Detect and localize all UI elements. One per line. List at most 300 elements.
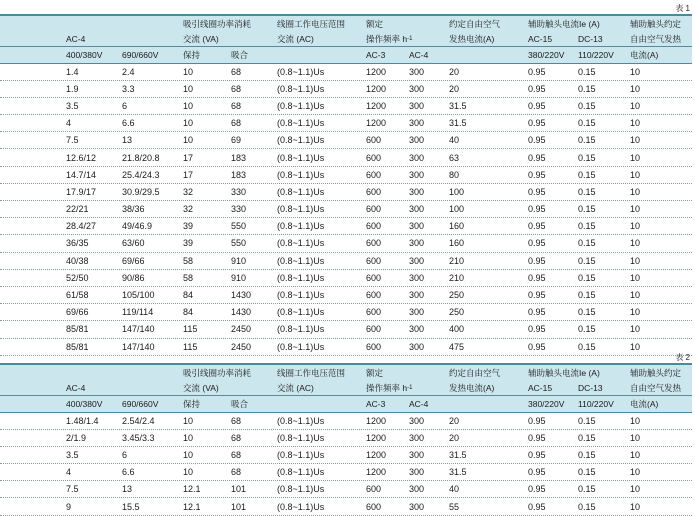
cell-ac4-690v: 13 bbox=[122, 484, 133, 495]
cell-ac4-400v: 4 bbox=[66, 467, 72, 478]
table-row bbox=[0, 64, 692, 81]
cell-ac4-400v: 4 bbox=[66, 118, 72, 129]
cell-coil-range: (0.8~1.1)Us bbox=[277, 152, 325, 163]
hdr-dc13: DC-13 bbox=[578, 33, 603, 44]
cell-hold-va: 10 bbox=[183, 100, 194, 111]
cell-hold-va: 32 bbox=[183, 186, 194, 197]
cell-hold-va: 58 bbox=[183, 272, 194, 283]
cell-pull-va: 330 bbox=[231, 204, 247, 215]
cell-hold-va: 58 bbox=[183, 255, 194, 266]
cell-aux-free-current: 10 bbox=[630, 100, 641, 111]
table-row bbox=[0, 184, 692, 201]
cell-hold-va: 115 bbox=[183, 341, 198, 352]
table-row bbox=[0, 304, 692, 321]
cell-aux-free-current: 10 bbox=[630, 290, 641, 301]
cell-coil-range: (0.8~1.1)Us bbox=[277, 415, 325, 426]
cell-ac3-freq: 600 bbox=[366, 204, 382, 215]
cell-ac3-freq: 600 bbox=[366, 272, 382, 283]
cell-pull-va: 330 bbox=[231, 186, 247, 197]
cell-ac4-690v: 105/100 bbox=[122, 290, 155, 301]
cell-ac4-freq: 300 bbox=[409, 341, 425, 352]
hdr-ac-va: 交流 (VA) bbox=[183, 33, 219, 44]
cell-ac15-current: 0.95 bbox=[528, 83, 546, 94]
cell-pull-va: 550 bbox=[231, 221, 247, 232]
cell-hold-va: 115 bbox=[183, 324, 198, 335]
cell-dc13-current: 0.15 bbox=[578, 221, 596, 232]
hdr-ac4: AC-4 bbox=[66, 382, 86, 393]
cell-dc13-current: 0.15 bbox=[578, 186, 596, 197]
cell-heat-current: 160 bbox=[449, 238, 465, 249]
cell-ac15-current: 0.95 bbox=[528, 307, 546, 318]
cell-heat-current: 250 bbox=[449, 290, 465, 301]
cell-pull-va: 910 bbox=[231, 255, 247, 266]
cell-ac15-current: 0.95 bbox=[528, 66, 546, 77]
cell-ac4-freq: 300 bbox=[409, 432, 425, 443]
cell-aux-free-current: 10 bbox=[630, 341, 641, 352]
cell-heat-current: 20 bbox=[449, 83, 460, 94]
table2-body bbox=[0, 413, 692, 516]
cell-dc13-current: 0.15 bbox=[578, 467, 596, 478]
cell-ac4-690v: 6 bbox=[122, 449, 128, 460]
cell-ac4-freq: 300 bbox=[409, 169, 425, 180]
hdr-ac4: AC-4 bbox=[66, 33, 86, 44]
cell-dc13-current: 0.15 bbox=[578, 484, 596, 495]
cell-ac4-400v: 17.9/17 bbox=[66, 186, 97, 197]
cell-dc13-current: 0.15 bbox=[578, 449, 596, 460]
cell-ac15-current: 0.95 bbox=[528, 272, 546, 283]
hdr-rated: 额定 bbox=[366, 18, 384, 29]
cell-hold-va: 10 bbox=[183, 135, 194, 146]
hdr-aux-current: 辅助触头电流Ie (A) bbox=[528, 18, 600, 29]
spec-table-1 bbox=[0, 14, 692, 356]
cell-dc13-current: 0.15 bbox=[578, 169, 596, 180]
hdr-ac4b: AC-4 bbox=[409, 49, 429, 60]
cell-ac4-400v: 1.9 bbox=[66, 83, 79, 94]
hdr-aux-free-2: 自由空气发热 bbox=[630, 382, 682, 393]
cell-ac4-400v: 36/35 bbox=[66, 238, 89, 249]
cell-ac4-400v: 61/58 bbox=[66, 290, 89, 301]
cell-heat-current: 31.5 bbox=[449, 467, 467, 478]
cell-dc13-current: 0.15 bbox=[578, 272, 596, 283]
table-row bbox=[0, 201, 692, 218]
cell-heat-current: 100 bbox=[449, 204, 465, 215]
table-row bbox=[0, 132, 692, 149]
cell-pull-va: 68 bbox=[231, 415, 242, 426]
cell-aux-free-current: 10 bbox=[630, 118, 641, 129]
cell-ac4-690v: 49/46.9 bbox=[122, 221, 153, 232]
hdr-ac3: AC-3 bbox=[366, 49, 386, 60]
cell-ac15-current: 0.95 bbox=[528, 169, 546, 180]
cell-pull-va: 1430 bbox=[231, 290, 252, 301]
cell-heat-current: 31.5 bbox=[449, 449, 467, 460]
cell-ac15-current: 0.95 bbox=[528, 484, 546, 495]
cell-pull-va: 550 bbox=[231, 238, 247, 249]
cell-pull-va: 183 bbox=[231, 169, 247, 180]
cell-ac4-400v: 1.4 bbox=[66, 66, 79, 77]
cell-aux-free-current: 10 bbox=[630, 484, 641, 495]
cell-heat-current: 250 bbox=[449, 307, 465, 318]
table-row bbox=[0, 481, 692, 498]
cell-ac3-freq: 600 bbox=[366, 152, 382, 163]
cell-ac15-current: 0.95 bbox=[528, 204, 546, 215]
hdr-v690: 690/660V bbox=[122, 49, 159, 60]
hdr-pull: 吸合 bbox=[231, 49, 249, 60]
cell-ac3-freq: 600 bbox=[366, 135, 382, 146]
cell-aux-free-current: 10 bbox=[630, 152, 641, 163]
cell-hold-va: 10 bbox=[183, 432, 194, 443]
cell-pull-va: 183 bbox=[231, 152, 247, 163]
cell-hold-va: 32 bbox=[183, 204, 194, 215]
cell-ac15-current: 0.95 bbox=[528, 152, 546, 163]
cell-hold-va: 12.1 bbox=[183, 501, 201, 512]
hdr-coil-ac: 交流 (AC) bbox=[277, 382, 314, 393]
hdr-rated: 额定 bbox=[366, 367, 384, 378]
cell-ac15-current: 0.95 bbox=[528, 449, 546, 460]
cell-hold-va: 10 bbox=[183, 66, 194, 77]
cell-dc13-current: 0.15 bbox=[578, 290, 596, 301]
cell-coil-range: (0.8~1.1)Us bbox=[277, 186, 325, 197]
cell-ac4-freq: 300 bbox=[409, 255, 425, 266]
table-row bbox=[0, 464, 692, 481]
cell-aux-free-current: 10 bbox=[630, 66, 641, 77]
cell-pull-va: 69 bbox=[231, 135, 242, 146]
cell-dc13-current: 0.15 bbox=[578, 501, 596, 512]
hdr-v110: 110/220V bbox=[578, 49, 614, 60]
cell-ac3-freq: 600 bbox=[366, 324, 382, 335]
hdr-pull-power: 吸引线圈功率消耗 bbox=[183, 367, 252, 378]
cell-ac4-690v: 2.54/2.4 bbox=[122, 415, 155, 426]
cell-aux-free-current: 10 bbox=[630, 449, 641, 460]
cell-dc13-current: 0.15 bbox=[578, 238, 596, 249]
cell-ac3-freq: 600 bbox=[366, 169, 382, 180]
cell-heat-current: 31.5 bbox=[449, 100, 467, 111]
cell-ac4-freq: 300 bbox=[409, 221, 425, 232]
table-row bbox=[0, 235, 692, 252]
cell-pull-va: 68 bbox=[231, 449, 242, 460]
hdr-coil-range: 线圈工作电压范围 bbox=[277, 367, 346, 378]
cell-pull-va: 68 bbox=[231, 467, 242, 478]
cell-heat-current: 40 bbox=[449, 484, 460, 495]
hdr-heat-current: 发热电流(A) bbox=[449, 382, 495, 393]
cell-ac3-freq: 1200 bbox=[366, 100, 387, 111]
cell-ac4-400v: 40/38 bbox=[66, 255, 89, 266]
cell-ac3-freq: 1200 bbox=[366, 83, 387, 94]
cell-ac4-freq: 300 bbox=[409, 152, 425, 163]
cell-ac4-690v: 21.8/20.8 bbox=[122, 152, 160, 163]
cell-hold-va: 10 bbox=[183, 118, 194, 129]
table1-header bbox=[0, 16, 692, 63]
cell-heat-current: 31.5 bbox=[449, 118, 467, 129]
cell-ac15-current: 0.95 bbox=[528, 501, 546, 512]
hdr-ac3: AC-3 bbox=[366, 398, 386, 409]
cell-coil-range: (0.8~1.1)Us bbox=[277, 118, 325, 129]
cell-ac4-690v: 2.4 bbox=[122, 66, 135, 77]
hdr-op-freq: 操作频率 h -1 bbox=[366, 382, 413, 393]
cell-ac15-current: 0.95 bbox=[528, 135, 546, 146]
cell-ac4-400v: 9 bbox=[66, 501, 72, 512]
table-row bbox=[0, 218, 692, 235]
cell-ac4-690v: 3.3 bbox=[122, 83, 135, 94]
cell-ac4-400v: 69/66 bbox=[66, 307, 89, 318]
cell-dc13-current: 0.15 bbox=[578, 415, 596, 426]
table-row bbox=[0, 149, 692, 166]
cell-coil-range: (0.8~1.1)Us bbox=[277, 221, 325, 232]
cell-aux-free-current: 10 bbox=[630, 204, 641, 215]
cell-ac4-freq: 300 bbox=[409, 204, 425, 215]
cell-ac15-current: 0.95 bbox=[528, 255, 546, 266]
table-row bbox=[0, 270, 692, 287]
cell-dc13-current: 0.15 bbox=[578, 204, 596, 215]
cell-ac3-freq: 1200 bbox=[366, 415, 387, 426]
cell-hold-va: 84 bbox=[183, 307, 194, 318]
cell-heat-current: 55 bbox=[449, 501, 460, 512]
hdr-ac15: AC-15 bbox=[528, 33, 553, 44]
table-row bbox=[0, 287, 692, 304]
cell-aux-free-current: 10 bbox=[630, 415, 641, 426]
cell-ac4-690v: 6.6 bbox=[122, 467, 135, 478]
cell-ac4-freq: 300 bbox=[409, 290, 425, 301]
cell-ac4-690v: 13 bbox=[122, 135, 133, 146]
hdr-v110: 110/220V bbox=[578, 398, 614, 409]
cell-ac3-freq: 600 bbox=[366, 221, 382, 232]
cell-ac4-400v: 14.7/14 bbox=[66, 169, 97, 180]
hdr-hold: 保持 bbox=[183, 49, 201, 60]
cell-ac4-freq: 300 bbox=[409, 307, 425, 318]
cell-coil-range: (0.8~1.1)Us bbox=[277, 100, 325, 111]
cell-coil-range: (0.8~1.1)Us bbox=[277, 341, 325, 352]
cell-heat-current: 63 bbox=[449, 152, 460, 163]
cell-hold-va: 17 bbox=[183, 152, 194, 163]
table-row bbox=[0, 321, 692, 338]
cell-ac3-freq: 600 bbox=[366, 341, 382, 352]
cell-hold-va: 10 bbox=[183, 467, 194, 478]
cell-ac4-400v: 7.5 bbox=[66, 484, 79, 495]
cell-pull-va: 68 bbox=[231, 100, 242, 111]
cell-dc13-current: 0.15 bbox=[578, 432, 596, 443]
cell-pull-va: 68 bbox=[231, 66, 242, 77]
cell-coil-range: (0.8~1.1)Us bbox=[277, 324, 325, 335]
cell-ac3-freq: 1200 bbox=[366, 467, 387, 478]
cell-ac4-freq: 300 bbox=[409, 449, 425, 460]
cell-hold-va: 10 bbox=[183, 449, 194, 460]
cell-ac4-400v: 1.48/1.4 bbox=[66, 415, 99, 426]
cell-dc13-current: 0.15 bbox=[578, 152, 596, 163]
hdr-aux-free-2: 自由空气发热 bbox=[630, 33, 682, 44]
cell-aux-free-current: 10 bbox=[630, 135, 641, 146]
cell-hold-va: 10 bbox=[183, 83, 194, 94]
cell-ac4-690v: 3.45/3.3 bbox=[122, 432, 155, 443]
cell-ac4-690v: 69/66 bbox=[122, 255, 145, 266]
cell-coil-range: (0.8~1.1)Us bbox=[277, 255, 325, 266]
spec-table-2 bbox=[0, 363, 692, 516]
table2-header bbox=[0, 365, 692, 412]
hdr-pull: 吸合 bbox=[231, 398, 249, 409]
cell-ac3-freq: 600 bbox=[366, 307, 382, 318]
hdr-v380: 380/220V bbox=[528, 49, 565, 60]
cell-ac4-freq: 300 bbox=[409, 484, 425, 495]
hdr-op-freq: 操作频率 h -1 bbox=[366, 33, 413, 44]
cell-ac15-current: 0.95 bbox=[528, 221, 546, 232]
table2-caption: 表 2 bbox=[675, 353, 690, 362]
cell-ac4-690v: 30.9/29.5 bbox=[122, 186, 160, 197]
cell-coil-range: (0.8~1.1)Us bbox=[277, 238, 325, 249]
cell-aux-free-current: 10 bbox=[630, 324, 641, 335]
cell-ac3-freq: 1200 bbox=[366, 66, 387, 77]
cell-ac4-freq: 300 bbox=[409, 238, 425, 249]
table-row bbox=[0, 498, 692, 515]
cell-ac15-current: 0.95 bbox=[528, 324, 546, 335]
cell-ac4-400v: 7.5 bbox=[66, 135, 79, 146]
cell-dc13-current: 0.15 bbox=[578, 135, 596, 146]
hdr-aux-free-1: 辅助触头约定 bbox=[630, 367, 682, 378]
cell-ac3-freq: 600 bbox=[366, 186, 382, 197]
cell-ac4-freq: 300 bbox=[409, 66, 425, 77]
cell-ac4-400v: 85/81 bbox=[66, 324, 89, 335]
cell-coil-range: (0.8~1.1)Us bbox=[277, 135, 325, 146]
hdr-ac4b: AC-4 bbox=[409, 398, 429, 409]
cell-aux-free-current: 10 bbox=[630, 307, 641, 318]
cell-dc13-current: 0.15 bbox=[578, 83, 596, 94]
cell-aux-free-current: 10 bbox=[630, 255, 641, 266]
hdr-coil-range: 线圈工作电压范围 bbox=[277, 18, 346, 29]
hdr-aux-free-1: 辅助触头约定 bbox=[630, 18, 682, 29]
cell-ac4-690v: 90/86 bbox=[122, 272, 145, 283]
cell-ac15-current: 0.95 bbox=[528, 415, 546, 426]
cell-ac4-400v: 52/50 bbox=[66, 272, 89, 283]
cell-ac4-400v: 12.6/12 bbox=[66, 152, 97, 163]
cell-ac4-690v: 38/36 bbox=[122, 204, 145, 215]
cell-coil-range: (0.8~1.1)Us bbox=[277, 272, 325, 283]
cell-dc13-current: 0.15 bbox=[578, 100, 596, 111]
cell-hold-va: 17 bbox=[183, 169, 194, 180]
cell-ac3-freq: 1200 bbox=[366, 118, 387, 129]
cell-ac3-freq: 600 bbox=[366, 501, 382, 512]
table-row bbox=[0, 430, 692, 447]
cell-coil-range: (0.8~1.1)Us bbox=[277, 501, 325, 512]
cell-heat-current: 400 bbox=[449, 324, 465, 335]
cell-heat-current: 210 bbox=[449, 272, 465, 283]
cell-ac4-400v: 28.4/27 bbox=[66, 221, 97, 232]
cell-aux-free-current: 10 bbox=[630, 501, 641, 512]
cell-ac4-freq: 300 bbox=[409, 100, 425, 111]
cell-heat-current: 210 bbox=[449, 255, 465, 266]
cell-ac3-freq: 600 bbox=[366, 290, 382, 301]
cell-dc13-current: 0.15 bbox=[578, 341, 596, 352]
cell-ac3-freq: 1200 bbox=[366, 432, 387, 443]
cell-pull-va: 68 bbox=[231, 83, 242, 94]
hdr-v380: 380/220V bbox=[528, 398, 565, 409]
table-row bbox=[0, 115, 692, 132]
table-row bbox=[0, 81, 692, 98]
cell-hold-va: 39 bbox=[183, 238, 194, 249]
hdr-v400: 400/380V bbox=[66, 49, 103, 60]
cell-ac15-current: 0.95 bbox=[528, 186, 546, 197]
cell-hold-va: 10 bbox=[183, 415, 194, 426]
cell-ac15-current: 0.95 bbox=[528, 341, 546, 352]
cell-coil-range: (0.8~1.1)Us bbox=[277, 449, 325, 460]
cell-hold-va: 39 bbox=[183, 221, 194, 232]
cell-ac15-current: 0.95 bbox=[528, 467, 546, 478]
cell-coil-range: (0.8~1.1)Us bbox=[277, 484, 325, 495]
cell-ac4-freq: 300 bbox=[409, 324, 425, 335]
cell-ac4-400v: 2/1.9 bbox=[66, 432, 87, 443]
hdr-heat-current: 发热电流(A) bbox=[449, 33, 495, 44]
cell-hold-va: 12.1 bbox=[183, 484, 201, 495]
cell-aux-free-current: 10 bbox=[630, 238, 641, 249]
table1-caption: 表 1 bbox=[675, 4, 690, 13]
cell-ac3-freq: 600 bbox=[366, 484, 382, 495]
cell-dc13-current: 0.15 bbox=[578, 66, 596, 77]
cell-aux-free-current: 10 bbox=[630, 186, 641, 197]
cell-ac4-690v: 119/114 bbox=[122, 307, 154, 318]
table-row bbox=[0, 253, 692, 270]
cell-aux-free-current: 10 bbox=[630, 272, 641, 283]
cell-pull-va: 101 bbox=[231, 484, 247, 495]
hdr-pull-power: 吸引线圈功率消耗 bbox=[183, 18, 252, 29]
cell-ac3-freq: 600 bbox=[366, 255, 382, 266]
cell-ac15-current: 0.95 bbox=[528, 432, 546, 443]
cell-coil-range: (0.8~1.1)Us bbox=[277, 290, 325, 301]
cell-aux-free-current: 10 bbox=[630, 169, 641, 180]
hdr-hold: 保持 bbox=[183, 398, 201, 409]
hdr-aux-current: 辅助触头电流Ie (A) bbox=[528, 367, 600, 378]
cell-ac4-690v: 15.5 bbox=[122, 501, 140, 512]
table-row bbox=[0, 339, 692, 356]
cell-coil-range: (0.8~1.1)Us bbox=[277, 432, 325, 443]
hdr-ac15: AC-15 bbox=[528, 382, 553, 393]
hdr-free-air: 约定自由空气 bbox=[449, 18, 501, 29]
cell-heat-current: 80 bbox=[449, 169, 460, 180]
cell-ac4-400v: 3.5 bbox=[66, 449, 79, 460]
cell-heat-current: 20 bbox=[449, 432, 460, 443]
cell-ac4-400v: 22/21 bbox=[66, 204, 89, 215]
table1-body bbox=[0, 64, 692, 356]
cell-dc13-current: 0.15 bbox=[578, 307, 596, 318]
cell-pull-va: 68 bbox=[231, 118, 242, 129]
cell-heat-current: 20 bbox=[449, 66, 460, 77]
cell-coil-range: (0.8~1.1)Us bbox=[277, 169, 325, 180]
table-row bbox=[0, 447, 692, 464]
cell-heat-current: 40 bbox=[449, 135, 460, 146]
cell-ac4-690v: 6.6 bbox=[122, 118, 135, 129]
hdr-aux-free-3: 电流(A) bbox=[630, 49, 659, 60]
cell-aux-free-current: 10 bbox=[630, 467, 641, 478]
cell-ac4-690v: 25.4/24.3 bbox=[122, 169, 160, 180]
hdr-coil-ac: 交流 (AC) bbox=[277, 33, 314, 44]
hdr-free-air: 约定自由空气 bbox=[449, 367, 501, 378]
cell-ac3-freq: 600 bbox=[366, 238, 382, 249]
cell-aux-free-current: 10 bbox=[630, 221, 641, 232]
cell-ac4-690v: 147/140 bbox=[122, 324, 155, 335]
cell-ac4-freq: 300 bbox=[409, 467, 425, 478]
cell-coil-range: (0.8~1.1)Us bbox=[277, 83, 325, 94]
cell-dc13-current: 0.15 bbox=[578, 118, 596, 129]
cell-pull-va: 910 bbox=[231, 272, 247, 283]
cell-ac4-400v: 3.5 bbox=[66, 100, 79, 111]
cell-heat-current: 100 bbox=[449, 186, 465, 197]
cell-coil-range: (0.8~1.1)Us bbox=[277, 204, 325, 215]
cell-ac4-690v: 147/140 bbox=[122, 341, 155, 352]
cell-ac4-freq: 300 bbox=[409, 83, 425, 94]
hdr-v690: 690/660V bbox=[122, 398, 159, 409]
cell-ac4-690v: 63/60 bbox=[122, 238, 145, 249]
cell-dc13-current: 0.15 bbox=[578, 324, 596, 335]
cell-ac4-freq: 300 bbox=[409, 501, 425, 512]
table-row bbox=[0, 167, 692, 184]
hdr-dc13: DC-13 bbox=[578, 382, 603, 393]
cell-ac4-freq: 300 bbox=[409, 186, 425, 197]
cell-pull-va: 1430 bbox=[231, 307, 252, 318]
